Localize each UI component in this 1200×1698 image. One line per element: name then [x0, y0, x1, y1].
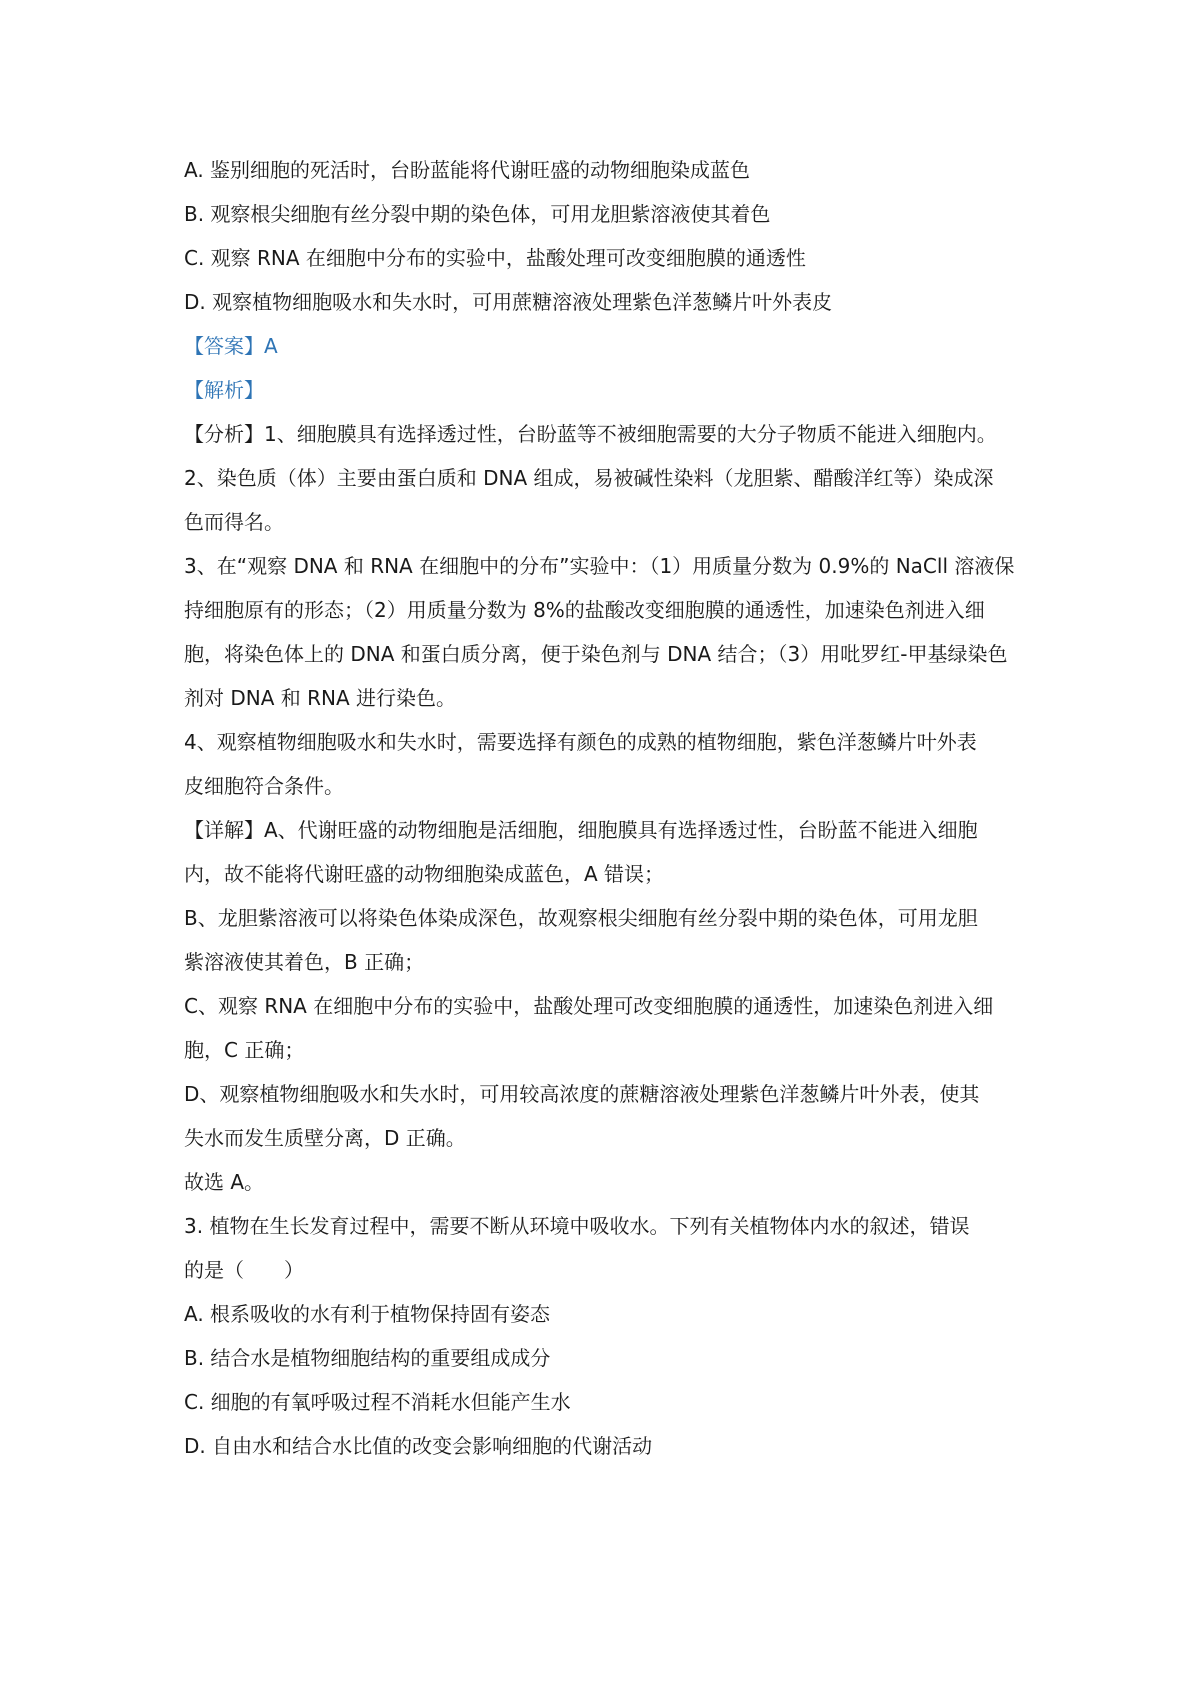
- analysis-line: 4、观察植物细胞吸水和失水时，需要选择有颜色的成熟的植物细胞，紫色洋葱鳞片叶外表: [184, 730, 977, 754]
- detail-line: D、观察植物细胞吸水和失水时，可用较高浓度的蔗糖溶液处理紫色洋葱鳞片叶外表，使其: [184, 1082, 980, 1106]
- analysis-line: 持细胞原有的形态；（2）用质量分数为 8%的盐酸改变细胞膜的通透性，加速染色剂进入细: [184, 598, 985, 622]
- q3-option-c: C. 细胞的有氧呼吸过程不消耗水但能产生水: [184, 1390, 571, 1414]
- analysis-line: 【分析】1、细胞膜具有选择透过性，台盼蓝等不被细胞需要的大分子物质不能进入细胞内。: [184, 422, 997, 446]
- analysis-line: 胞，将染色体上的 DNA 和蛋白质分离，便于染色剂与 DNA 结合；（3）用吡罗红-甲基绿染色: [184, 642, 1008, 666]
- q3-option-d: D. 自由水和结合水比值的改变会影响细胞的代谢活动: [184, 1434, 653, 1458]
- analysis-line: 皮细胞符合条件。: [184, 774, 344, 798]
- question-3-stem: 的是（ ）: [184, 1258, 304, 1282]
- q3-option-b: B. 结合水是植物细胞结构的重要组成成分: [184, 1346, 551, 1370]
- detail-line: C、观察 RNA 在细胞中分布的实验中，盐酸处理可改变细胞膜的通透性，加速染色剂进入细: [184, 994, 994, 1018]
- option-d: D. 观察植物细胞吸水和失水时，可用蔗糖溶液处理紫色洋葱鳞片叶外表皮: [184, 290, 833, 314]
- option-b: B. 观察根尖细胞有丝分裂中期的染色体，可用龙胆紫溶液使其着色: [184, 202, 771, 226]
- final-choice: 故选 A。: [184, 1170, 265, 1194]
- analysis-line: 剂对 DNA 和 RNA 进行染色。: [184, 686, 457, 710]
- option-a: A. 鉴别细胞的死活时，台盼蓝能将代谢旺盛的动物细胞染成蓝色: [184, 158, 751, 182]
- option-c: C. 观察 RNA 在细胞中分布的实验中，盐酸处理可改变细胞膜的通透性: [184, 246, 806, 270]
- question-3-stem: 3. 植物在生长发育过程中，需要不断从环境中吸收水。下列有关植物体内水的叙述，错误: [184, 1214, 970, 1238]
- analysis-label: 【解析】: [184, 378, 264, 402]
- detail-line: 内，故不能将代谢旺盛的动物细胞染成蓝色，A 错误；: [184, 862, 665, 886]
- detail-line: 【详解】A、代谢旺盛的动物细胞是活细胞，细胞膜具有选择透过性，台盼蓝不能进入细胞: [184, 818, 978, 842]
- detail-line: 失水而发生质壁分离，D 正确。: [184, 1126, 466, 1150]
- detail-line: 紫溶液使其着色，B 正确；: [184, 950, 425, 974]
- analysis-line: 2、染色质（体）主要由蛋白质和 DNA 组成，易被碱性染料（龙胆紫、醋酸洋红等）染成深: [184, 466, 994, 490]
- detail-line: B、龙胆紫溶液可以将染色体染成深色，故观察根尖细胞有丝分裂中期的染色体，可用龙胆: [184, 906, 978, 930]
- analysis-line: 3、在“观察 DNA 和 RNA 在细胞中的分布”实验中：（1）用质量分数为 0.9%的 NaCll 溶液保: [184, 554, 1015, 578]
- detail-line: 胞，C 正确；: [184, 1038, 305, 1062]
- analysis-line: 色而得名。: [184, 510, 284, 534]
- q3-option-a: A. 根系吸收的水有利于植物保持固有姿态: [184, 1302, 551, 1326]
- answer-label: 【答案】A: [184, 334, 278, 358]
